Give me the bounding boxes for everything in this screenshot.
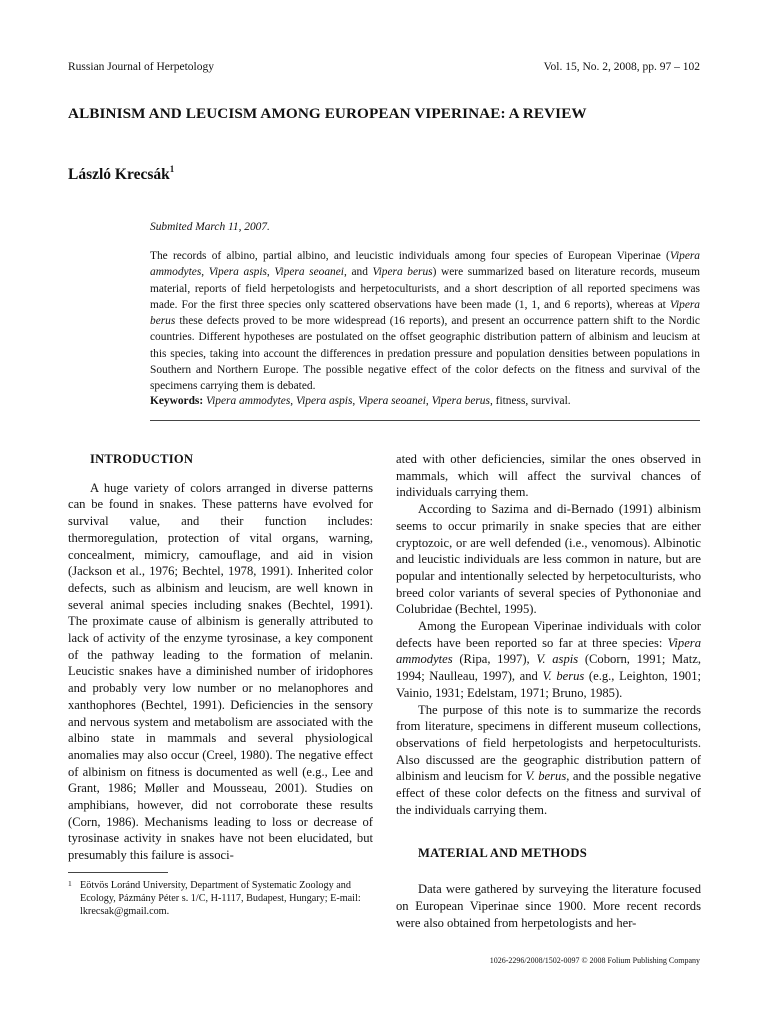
section-heading-introduction: INTRODUCTION [90,452,194,466]
intro-paragraph-3: Among the European Viperinae individuals with color defects have been reported so far at three species: Vipera ammodytes (Ripa, 1997), V. aspis (Coborn, 1991; Matz, 1994; Naulleau, 1997), and V. berus (e.g., Leighton, 1901; Vainio, 1931; Edelstam, 1971; Bruno, 1985). [396,619,702,700]
author-name: László Krecsák [68,166,170,183]
affiliation-mark: 1 [169,164,175,174]
copyright-line: 1026-2296/2008/1502-0097 © 2008 Folium Publishing Company [489,956,700,965]
intro-paragraph-1: A huge variety of colors arranged in diverse patterns can be found in snakes. These patterns have evolved for survival value, and their function includes: thermoregulation, protection of vital organs, warning, concealment, mimicry, camouflage, and aid in vision (Jackson et al., 1976; Bechtel, 1978, 1991). Inherited color defects, such as albinism and leucism, are well known in several animal species including snakes (Bechtel, 1991). The proximate cause of albinism is generally attributed to lack of activity of the enzyme tyrosinase, a key component of the pathway leading to the formation of melanin. Leucistic snakes have a diminished number of iridophores and probably very low number or no melanophores and xanthophores (Bechtel, 1991). Deficiencies in the sensory and nervous system and metabolism are associated with the albino state in mammals and several physiological anomalies may also occur (Creel, 1980). The negative effect of albinism on fitness is documented as well (e.g., Lee and Grant, 1986; Møller and Mousseau, 2001). Studies on amphibians, however, did not corroborate these results (Corn, 1986). Mechanisms leading to loss or decrease of tyrosinase activity in snakes have not been elucidated, but presumably this failure is associ- [68,480,373,863]
abstract-divider [150,420,700,421]
abstract: The records of albino, partial albino, and leucistic individuals among four species of European Viperinae (Vipera ammodytes, Vipera aspis, Vipera seoanei, and Vipera berus) were summarized based on literature records, museum material, reports of field herpetologists and herpetoculturists, and a short description of all reported specimens was made. For the first three species only scattered observations have been made (1, 1, and 6 reports), whereas at Vipera berus these defects proved to be more widespread (16 reports), and present an occurrence pattern shift to the Nordic countries. Different hypotheses are postulated on the offset geographic distribution pattern of albinism and leucism at this species, taking into account the differences in predation pressure and population densities between populations in Southern and Northern Europe. The possible negative effect of the color defects on the fitness and survival of the specimens carrying them is debated. [150,250,700,393]
intro-paragraph-2: According to Sazima and di-Bernado (1991) albinism seems to occur primarily in snake species that are either cryptozoic, or are well defended (i.e., venomous). Albinotic and leucistic individuals are less common in nature, but are popular and intentionally selected by herpetoculturists, who breed color variants of several species of Pythononiae and Colubridae (Bechtel, 1995). [396,502,701,617]
left-column [68,451,373,864]
submitted-date: Submited March 11, 2007. [150,221,270,233]
intro-paragraph-4: The purpose of this note is to summarize the records from literature, specimens in different museum collections, observations of field herpetologists and herpetoculturists. Also discussed are the geographic distribution pattern of albinism and leucism for V. berus, and the possible negative effect of these color defects on the fitness and survival of the individuals carrying them. [396,702,701,817]
intro-paragraph-1-continued: ated with other deficiencies, similar the ones observed in mammals, which will affect the survival chances of individuals carrying them. [396,452,701,500]
footnote [68,880,378,918]
keywords-label: Keywords: [150,395,204,407]
running-header [68,61,700,77]
methods-paragraph-1: Data were gathered by surveying the literature focused on European Viperinae since 1900. More recent records were also obtained from herpetologists and her- [396,882,701,930]
footnote-text: Eötvös Loránd University, Department of Systematic Zoology and Ecology, Pázmány Péter s. 1/C, H-1117, Budapest, Hungary; E-mail: lkrecsak@gmail.com. [80,880,361,917]
volume-info: Vol. 15, No. 2, 2008, pp. 97 – 102 [543,61,700,73]
footnote-divider [68,872,168,873]
keywords: Keywords: Vipera ammodytes, Vipera aspis, Vipera seoanei, Vipera berus, fitness, survival. [150,395,571,407]
article-title: ALBINISM AND LEUCISM AMONG EUROPEAN VIPERINAE: A REVIEW [68,105,587,122]
right-column [396,451,701,931]
author [68,164,174,184]
journal-name: Russian Journal of Herpetology [68,61,214,73]
footnote-mark: 1 [68,879,72,888]
section-heading-methods: MATERIAL AND METHODS [418,846,587,861]
